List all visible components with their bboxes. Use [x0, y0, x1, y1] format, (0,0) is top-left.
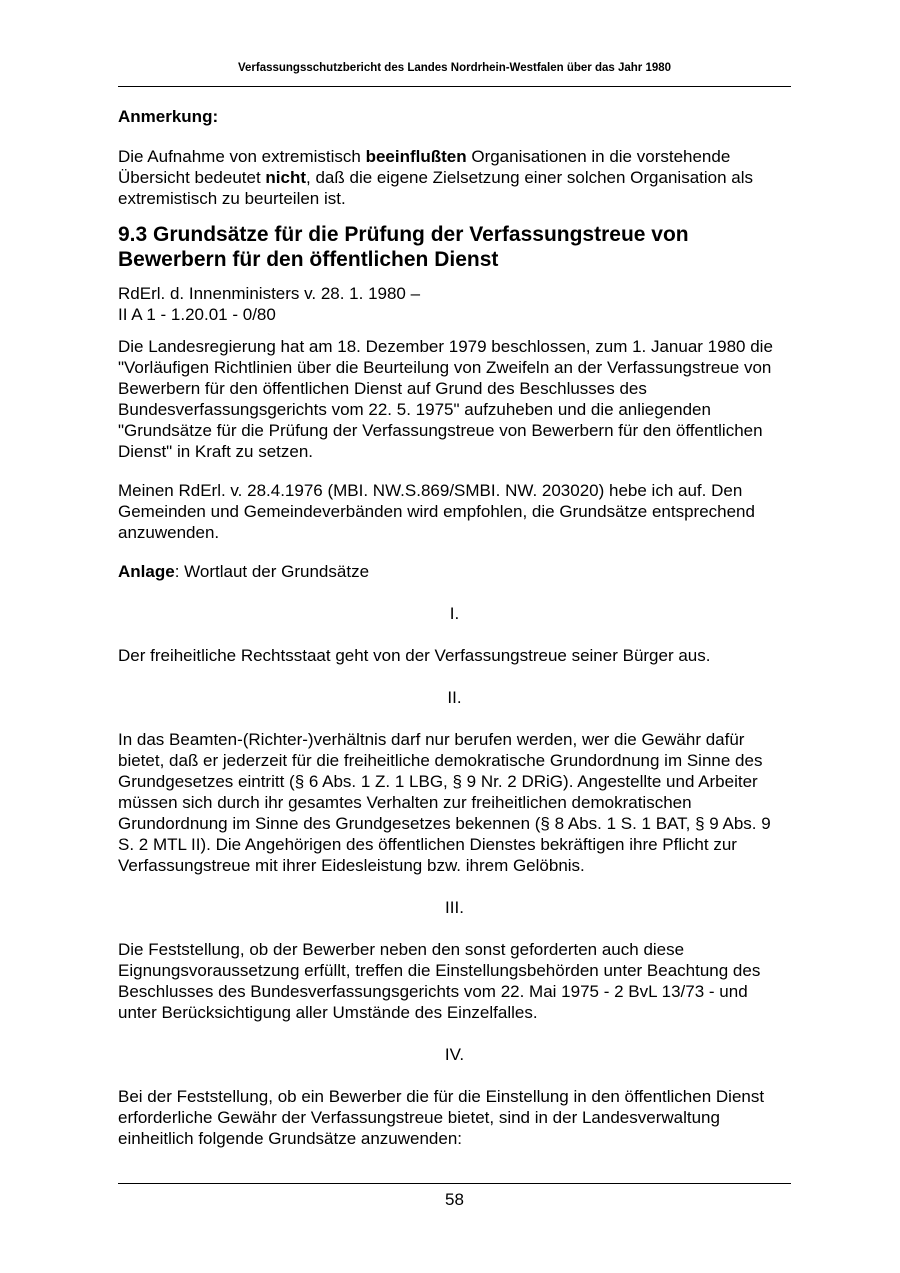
annex-text: : Wortlaut der Grundsätze	[174, 562, 370, 581]
principle-numeral-1: I.	[449, 604, 460, 623]
principle-numeral-2: II.	[447, 688, 462, 707]
principle-numeral-4: IV.	[444, 1045, 465, 1064]
note-text-1: Die Aufnahme von extremistisch	[118, 147, 366, 166]
decree-reference-line-1: RdErl. d. Innenministers v. 28. 1. 1980 –	[118, 284, 421, 303]
section-title	[118, 222, 791, 272]
note-emphasis-2: nicht	[265, 168, 307, 187]
note-text-2: Organisationen in die vorstehende Übersicht bedeutet	[118, 147, 731, 187]
footer-divider	[118, 1183, 791, 1184]
principle-text-3: Die Feststellung, ob der Bewerber neben den sonst geforderten auch diese Eignungsvoraussetzung erfüllt, treffen die Einstellungsbehörden unter Beachtung des Beschlusses des Bundesverfassungsgerichts vom 22. Mai 1975 - 2 BvL 13/73 - und unter Berücksichtigung aller Umstände des Einzelfalles.	[118, 940, 761, 1022]
principle-numeral-3: III.	[445, 898, 464, 917]
note-paragraph	[118, 146, 791, 209]
note-text-3: , daß die eigene Zielsetzung einer solchen Organisation als extremistisch zu beurteilen ist.	[118, 168, 754, 208]
annex-line	[118, 561, 791, 582]
section-title-line-1: 9.3 Grundsätze für die Prüfung der Verfassungstreue von	[118, 223, 689, 246]
note-heading: Anmerkung:	[118, 107, 219, 126]
section-title-line-2: Bewerbern für den öffentlichen Dienst	[118, 248, 499, 271]
running-header: Verfassungsschutzbericht des Landes Nordrhein-Westfalen über das Jahr 1980	[237, 62, 672, 74]
principle-text-2: In das Beamten-(Richter-)verhältnis darf nur berufen werden, wer die Gewähr dafür bietet, daß er jederzeit für die freiheitliche demokratische Grundordnung im Sinne des Grundgesetzes eintritt (§ 6 Abs. 1 Z. 1 LBG, § 9 Nr. 2 DRiG). Angestellte und Arbeiter müssen sich durch ihr gesamtes Verhalten zur freiheitlichen demokratischen Grundordnung im Sinne des Grundgesetzes bekennen (§ 8 Abs. 1 S. 1 BAT, § 9 Abs. 9 S. 2 MTL II). Die Angehörigen des öffentlichen Dienstes bekräftigen ihre Pflicht zur Verfassungstreue mit ihrer Eidesleistung bzw. ihrem Gelöbnis.	[118, 730, 771, 875]
decree-reference	[118, 283, 791, 325]
annex-label: Anlage	[118, 562, 175, 581]
header-divider	[118, 86, 791, 87]
decree-reference-line-2: II A 1 - 1.20.01 - 0/80	[118, 305, 276, 324]
decree-paragraph-2: Meinen RdErl. v. 28.4.1976 (MBI. NW.S.869/SMBI. NW. 203020) hebe ich auf. Den Gemeinden und Gemeindeverbänden wird empfohlen, die Grundsätze entsprechend anzuwenden.	[118, 481, 755, 542]
page-number: 58	[445, 1190, 464, 1209]
principle-text-4: Bei der Feststellung, ob ein Bewerber die für die Einstellung in den öffentlichen Dienst erforderliche Gewähr der Verfassungstreue bietet, sind in der Landesverwaltung einheitlich folgende Grundsätze anzuwenden:	[118, 1087, 765, 1148]
page-body	[118, 106, 791, 1149]
note-emphasis-1: beeinflußten	[365, 147, 467, 166]
principle-text-1: Der freiheitliche Rechtsstaat geht von der Verfassungstreue seiner Bürger aus.	[118, 646, 711, 665]
decree-paragraph-1: Die Landesregierung hat am 18. Dezember 1979 beschlossen, zum 1. Januar 1980 die "Vorläufigen Richtlinien über die Beurteilung von Zweifeln an der Verfassungstreue von Bewerbern für den öffentlichen Dienst auf Grund des Beschlusses des Bundesverfassungsgerichts vom 22. 5. 1975" aufzuheben und die anliegenden "Grundsätze für die Prüfung der Verfassungstreue von Bewerbern für den öffentlichen Dienst" in Kraft zu setzen.	[118, 337, 773, 461]
